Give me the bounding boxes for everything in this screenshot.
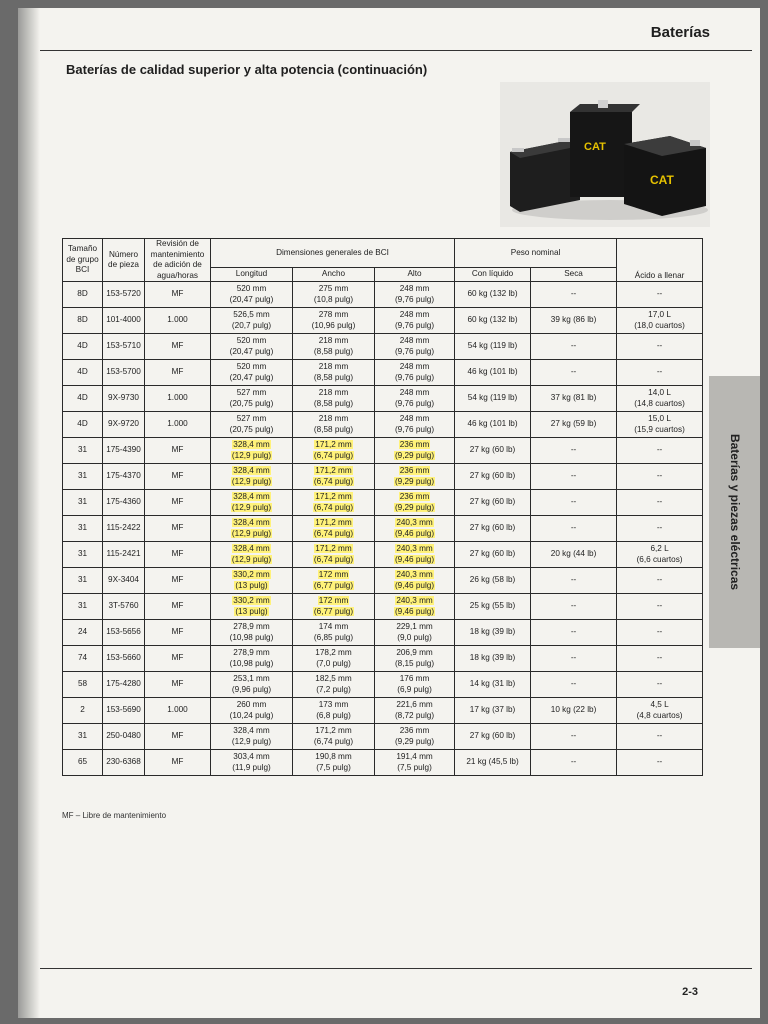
cell-dry: 37 kg (81 lb) xyxy=(531,386,617,412)
cell-revision: MF xyxy=(145,620,211,646)
cell-width: 275 mm (10,8 pulg) xyxy=(293,282,375,308)
cell-length: 520 mm (20,47 pulg) xyxy=(211,334,293,360)
cell-acid: -- xyxy=(617,438,703,464)
cell-width: 218 mm (8,58 pulg) xyxy=(293,334,375,360)
cell-dry: -- xyxy=(531,464,617,490)
cell-acid: -- xyxy=(617,724,703,750)
cell-revision: MF xyxy=(145,516,211,542)
cell-length: 253,1 mm (9,96 pulg) xyxy=(211,672,293,698)
cell-group: 31 xyxy=(63,594,103,620)
cell-revision: MF xyxy=(145,594,211,620)
cell-dry: -- xyxy=(531,360,617,386)
cell-dry: -- xyxy=(531,568,617,594)
cell-length: 330,2 mm (13 pulg) xyxy=(211,568,293,594)
cell-acid: -- xyxy=(617,360,703,386)
cell-width: 172 mm (6,77 pulg) xyxy=(293,594,375,620)
cell-height: 240,3 mm (9,46 pulg) xyxy=(375,516,455,542)
cell-dry: 20 kg (44 lb) xyxy=(531,542,617,568)
cell-part: 153-5656 xyxy=(103,620,145,646)
section-title: Baterías xyxy=(650,24,710,41)
cell-length: 278,9 mm (10,98 pulg) xyxy=(211,646,293,672)
cell-liquid: 46 kg (101 lb) xyxy=(455,412,531,438)
cell-liquid: 18 kg (39 lb) xyxy=(455,620,531,646)
table-body xyxy=(63,282,703,776)
cell-acid: -- xyxy=(617,568,703,594)
cell-height: 240,3 mm (9,46 pulg) xyxy=(375,594,455,620)
cell-height: 248 mm (9,76 pulg) xyxy=(375,308,455,334)
cell-acid: -- xyxy=(617,646,703,672)
cell-length: 328,4 mm (12,9 pulg) xyxy=(211,516,293,542)
cell-part: 9X-9730 xyxy=(103,386,145,412)
cell-liquid: 54 kg (119 lb) xyxy=(455,386,531,412)
cell-width: 190,8 mm (7,5 pulg) xyxy=(293,750,375,776)
cell-length: 330,2 mm (13 pulg) xyxy=(211,594,293,620)
cell-acid: 4,5 L (4,8 cuartos) xyxy=(617,698,703,724)
cell-liquid: 26 kg (58 lb) xyxy=(455,568,531,594)
cell-width: 218 mm (8,58 pulg) xyxy=(293,386,375,412)
col-dry: Seca xyxy=(531,268,617,282)
col-acid: Ácido a llenar xyxy=(617,239,703,282)
cell-length: 328,4 mm (12,9 pulg) xyxy=(211,542,293,568)
cell-revision: MF xyxy=(145,672,211,698)
cell-group: 4D xyxy=(63,360,103,386)
cell-acid: -- xyxy=(617,282,703,308)
cell-dry: -- xyxy=(531,672,617,698)
cell-height: 236 mm (9,29 pulg) xyxy=(375,464,455,490)
cell-revision: MF xyxy=(145,542,211,568)
battery-table xyxy=(62,238,703,776)
cell-liquid: 18 kg (39 lb) xyxy=(455,646,531,672)
cell-width: 171,2 mm (6,74 pulg) xyxy=(293,438,375,464)
cell-liquid: 27 kg (60 lb) xyxy=(455,464,531,490)
cell-part: 153-5700 xyxy=(103,360,145,386)
cell-part: 175-4390 xyxy=(103,438,145,464)
cell-dry: -- xyxy=(531,282,617,308)
col-height: Alto xyxy=(375,268,455,282)
cell-dry: -- xyxy=(531,334,617,360)
cell-height: 236 mm (9,29 pulg) xyxy=(375,490,455,516)
cell-revision: MF xyxy=(145,438,211,464)
side-tab: Baterías y piezas eléctricas xyxy=(709,376,760,648)
table-row xyxy=(63,464,703,490)
cell-revision: MF xyxy=(145,490,211,516)
table-row xyxy=(63,334,703,360)
cell-width: 172 mm (6,77 pulg) xyxy=(293,568,375,594)
table-row xyxy=(63,516,703,542)
cell-revision: MF xyxy=(145,334,211,360)
book-spine-shadow xyxy=(18,8,40,1018)
cell-length: 278,9 mm (10,98 pulg) xyxy=(211,620,293,646)
cell-width: 171,2 mm (6,74 pulg) xyxy=(293,542,375,568)
cell-part: 101-4000 xyxy=(103,308,145,334)
cell-group: 8D xyxy=(63,308,103,334)
cell-width: 171,2 mm (6,74 pulg) xyxy=(293,490,375,516)
cell-part: 3T-5760 xyxy=(103,594,145,620)
cell-acid: 14,0 L (14,8 cuartos) xyxy=(617,386,703,412)
cell-height: 236 mm (9,29 pulg) xyxy=(375,724,455,750)
cell-liquid: 14 kg (31 lb) xyxy=(455,672,531,698)
cell-width: 171,2 mm (6,74 pulg) xyxy=(293,724,375,750)
svg-text:CAT: CAT xyxy=(650,173,674,187)
cell-part: 153-5660 xyxy=(103,646,145,672)
cell-revision: MF xyxy=(145,282,211,308)
cell-length: 328,4 mm (12,9 pulg) xyxy=(211,464,293,490)
cell-liquid: 27 kg (60 lb) xyxy=(455,516,531,542)
cell-group: 31 xyxy=(63,464,103,490)
col-weight: Peso nominal xyxy=(455,239,617,268)
cell-width: 171,2 mm (6,74 pulg) xyxy=(293,516,375,542)
cell-group: 4D xyxy=(63,386,103,412)
cell-height: 240,3 mm (9,46 pulg) xyxy=(375,568,455,594)
cell-part: 9X-9720 xyxy=(103,412,145,438)
cell-width: 218 mm (8,58 pulg) xyxy=(293,412,375,438)
cell-group: 65 xyxy=(63,750,103,776)
cell-part: 153-5690 xyxy=(103,698,145,724)
col-group: Tamaño de grupo BCI xyxy=(63,239,103,282)
cell-revision: MF xyxy=(145,646,211,672)
cell-part: 230-6368 xyxy=(103,750,145,776)
cell-length: 328,4 mm (12,9 pulg) xyxy=(211,438,293,464)
page-title: Baterías de calidad superior y alta potencia (continuación) xyxy=(66,62,428,77)
cell-group: 24 xyxy=(63,620,103,646)
cell-dry: -- xyxy=(531,724,617,750)
cell-length: 520 mm (20,47 pulg) xyxy=(211,360,293,386)
cell-part: 153-5720 xyxy=(103,282,145,308)
cell-length: 526,5 mm (20,7 pulg) xyxy=(211,308,293,334)
table-row xyxy=(63,542,703,568)
cell-height: 248 mm (9,76 pulg) xyxy=(375,282,455,308)
cell-length: 527 mm (20,75 pulg) xyxy=(211,412,293,438)
cell-acid: 6,2 L (6,6 cuartos) xyxy=(617,542,703,568)
cell-group: 31 xyxy=(63,542,103,568)
footnote: MF – Libre de mantenimiento xyxy=(62,811,167,820)
cell-part: 250-0480 xyxy=(103,724,145,750)
table-row xyxy=(63,438,703,464)
cell-dry: -- xyxy=(531,490,617,516)
footer-rule xyxy=(40,968,752,969)
cell-liquid: 46 kg (101 lb) xyxy=(455,360,531,386)
cell-revision: 1.000 xyxy=(145,698,211,724)
cell-height: 191,4 mm (7,5 pulg) xyxy=(375,750,455,776)
table-row xyxy=(63,594,703,620)
cell-dry: -- xyxy=(531,438,617,464)
cell-acid: -- xyxy=(617,516,703,542)
page-number: 2-3 xyxy=(682,986,698,998)
cell-width: 178,2 mm (7,0 pulg) xyxy=(293,646,375,672)
cell-liquid: 27 kg (60 lb) xyxy=(455,542,531,568)
table-row xyxy=(63,490,703,516)
cell-height: 248 mm (9,76 pulg) xyxy=(375,412,455,438)
cell-part: 115-2421 xyxy=(103,542,145,568)
cell-group: 74 xyxy=(63,646,103,672)
table-row xyxy=(63,282,703,308)
cell-length: 328,4 mm (12,9 pulg) xyxy=(211,724,293,750)
cell-width: 173 mm (6,8 pulg) xyxy=(293,698,375,724)
cell-part: 175-4280 xyxy=(103,672,145,698)
cell-liquid: 17 kg (37 lb) xyxy=(455,698,531,724)
cell-liquid: 27 kg (60 lb) xyxy=(455,490,531,516)
cell-revision: 1.000 xyxy=(145,412,211,438)
table-row xyxy=(63,620,703,646)
cell-liquid: 60 kg (132 lb) xyxy=(455,308,531,334)
cell-height: 248 mm (9,76 pulg) xyxy=(375,386,455,412)
svg-text:CAT: CAT xyxy=(584,141,606,153)
table-row xyxy=(63,308,703,334)
cell-height: 236 mm (9,29 pulg) xyxy=(375,438,455,464)
cell-acid: -- xyxy=(617,620,703,646)
table-row xyxy=(63,698,703,724)
cell-part: 175-4360 xyxy=(103,490,145,516)
cell-liquid: 27 kg (60 lb) xyxy=(455,724,531,750)
cell-revision: MF xyxy=(145,360,211,386)
cell-group: 31 xyxy=(63,438,103,464)
cell-height: 248 mm (9,76 pulg) xyxy=(375,360,455,386)
battery-photo xyxy=(500,82,710,227)
cell-group: 31 xyxy=(63,490,103,516)
cell-acid: 17,0 L (18,0 cuartos) xyxy=(617,308,703,334)
cell-liquid: 54 kg (119 lb) xyxy=(455,334,531,360)
col-revision: Revisión de mantenimiento de adición de agua/horas xyxy=(145,239,211,282)
cell-length: 520 mm (20,47 pulg) xyxy=(211,282,293,308)
col-part: Número de pieza xyxy=(103,239,145,282)
cell-part: 9X-3404 xyxy=(103,568,145,594)
table-row xyxy=(63,750,703,776)
cell-dry: -- xyxy=(531,646,617,672)
cell-width: 278 mm (10,96 pulg) xyxy=(293,308,375,334)
cell-group: 4D xyxy=(63,334,103,360)
cell-height: 229,1 mm (9,0 pulg) xyxy=(375,620,455,646)
cell-width: 171,2 mm (6,74 pulg) xyxy=(293,464,375,490)
cell-revision: 1.000 xyxy=(145,308,211,334)
cell-liquid: 27 kg (60 lb) xyxy=(455,438,531,464)
cell-acid: -- xyxy=(617,490,703,516)
cell-dry: 39 kg (86 lb) xyxy=(531,308,617,334)
cell-acid: -- xyxy=(617,750,703,776)
cell-acid: 15,0 L (15,9 cuartos) xyxy=(617,412,703,438)
cell-group: 31 xyxy=(63,724,103,750)
battery-right-icon xyxy=(624,136,706,216)
cell-width: 218 mm (8,58 pulg) xyxy=(293,360,375,386)
cell-dry: 10 kg (22 lb) xyxy=(531,698,617,724)
cell-dry: -- xyxy=(531,516,617,542)
table-row xyxy=(63,386,703,412)
cell-dry: -- xyxy=(531,594,617,620)
cell-dry: -- xyxy=(531,750,617,776)
cell-revision: MF xyxy=(145,750,211,776)
cell-dry: 27 kg (59 lb) xyxy=(531,412,617,438)
header-rule xyxy=(40,50,752,51)
cell-revision: 1.000 xyxy=(145,386,211,412)
cell-dry: -- xyxy=(531,620,617,646)
table-row xyxy=(63,672,703,698)
cell-part: 115-2422 xyxy=(103,516,145,542)
cell-liquid: 21 kg (45,5 lb) xyxy=(455,750,531,776)
cell-height: 221,6 mm (8,72 pulg) xyxy=(375,698,455,724)
cell-width: 174 mm (6,85 pulg) xyxy=(293,620,375,646)
col-width: Ancho xyxy=(293,268,375,282)
cell-length: 527 mm (20,75 pulg) xyxy=(211,386,293,412)
cell-height: 206,9 mm (8,15 pulg) xyxy=(375,646,455,672)
table-row xyxy=(63,360,703,386)
cell-group: 58 xyxy=(63,672,103,698)
table-row xyxy=(63,646,703,672)
cell-liquid: 60 kg (132 lb) xyxy=(455,282,531,308)
cell-revision: MF xyxy=(145,724,211,750)
cell-width: 182,5 mm (7,2 pulg) xyxy=(293,672,375,698)
cell-acid: -- xyxy=(617,464,703,490)
cell-height: 248 mm (9,76 pulg) xyxy=(375,334,455,360)
cell-liquid: 25 kg (55 lb) xyxy=(455,594,531,620)
cell-height: 240,3 mm (9,46 pulg) xyxy=(375,542,455,568)
cell-length: 260 mm (10,24 pulg) xyxy=(211,698,293,724)
cell-acid: -- xyxy=(617,594,703,620)
table-row xyxy=(63,724,703,750)
cell-group: 31 xyxy=(63,516,103,542)
table-row xyxy=(63,568,703,594)
col-dimensions: Dimensiones generales de BCI xyxy=(211,239,455,268)
cell-group: 4D xyxy=(63,412,103,438)
table-row xyxy=(63,412,703,438)
cell-group: 2 xyxy=(63,698,103,724)
cell-part: 175-4370 xyxy=(103,464,145,490)
cell-revision: MF xyxy=(145,464,211,490)
cell-group: 31 xyxy=(63,568,103,594)
cell-revision: MF xyxy=(145,568,211,594)
battery-left-icon xyxy=(510,138,580,212)
cell-acid: -- xyxy=(617,672,703,698)
cell-part: 153-5710 xyxy=(103,334,145,360)
cell-length: 303,4 mm (11,9 pulg) xyxy=(211,750,293,776)
cell-height: 176 mm (6,9 pulg) xyxy=(375,672,455,698)
col-length: Longitud xyxy=(211,268,293,282)
col-liquid: Con líquido xyxy=(455,268,531,282)
cell-length: 328,4 mm (12,9 pulg) xyxy=(211,490,293,516)
cell-acid: -- xyxy=(617,334,703,360)
cell-group: 8D xyxy=(63,282,103,308)
